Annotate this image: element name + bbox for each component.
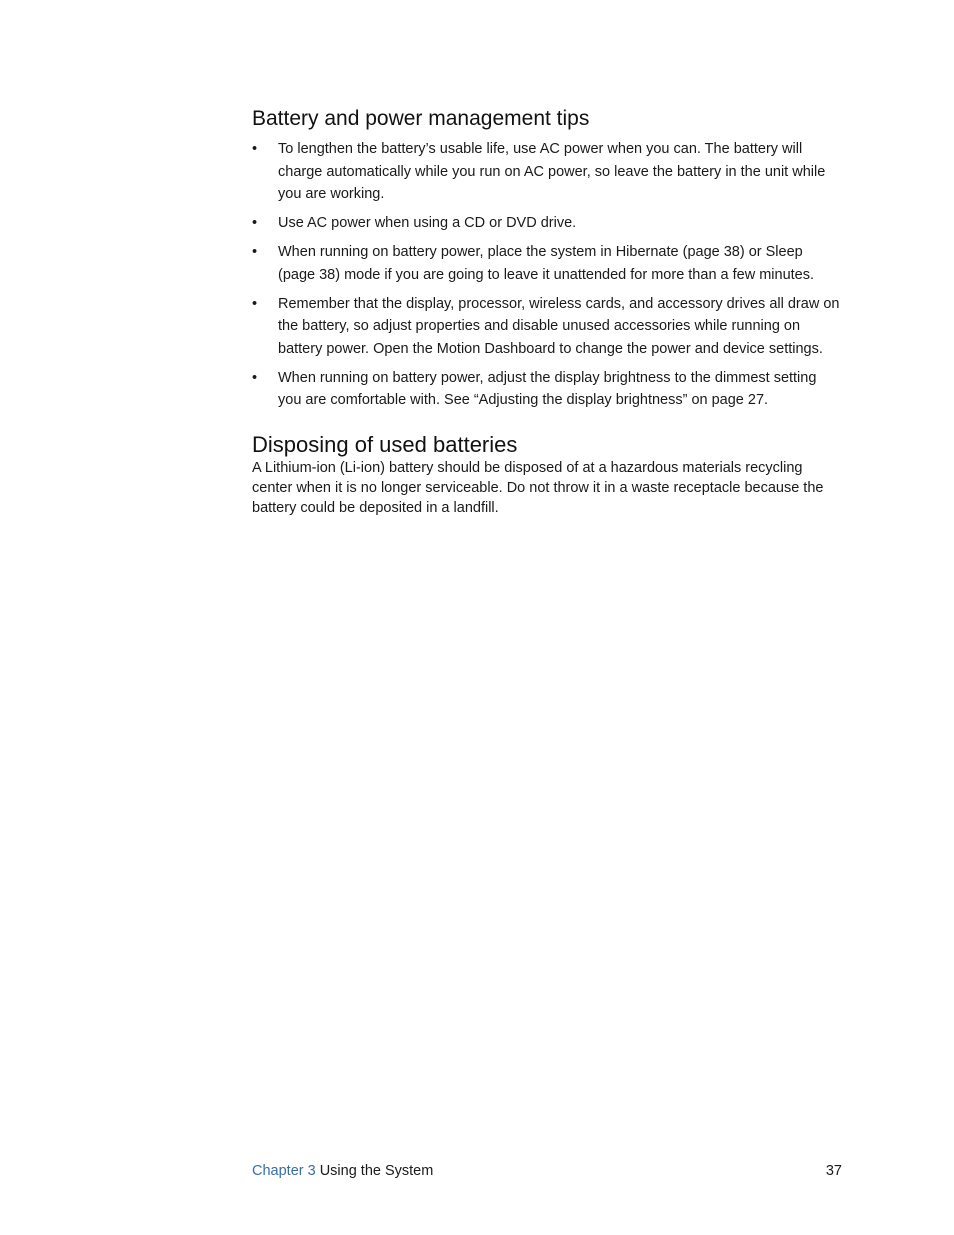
list-item: [252, 212, 842, 235]
footer-chapter-label: Chapter 3: [252, 1163, 316, 1179]
list-item: [252, 241, 842, 286]
bullet: •: [252, 141, 258, 157]
page-content: [252, 104, 842, 518]
bullet: •: [252, 215, 258, 231]
footer-page-number: 37: [825, 1163, 842, 1179]
list-item-text: When running on battery power, adjust the display brightness to the dimmest setting you are comfortable with. See “Adjusting the display brightness” on page 27.: [278, 369, 817, 408]
battery-tips-list: [252, 138, 842, 412]
list-item: [252, 138, 842, 206]
bullet: •: [252, 295, 258, 312]
bullet: •: [252, 244, 258, 260]
list-item-text: Use AC power when using a CD or DVD drive.: [278, 215, 577, 231]
list-item-text: To lengthen the battery’s usable life, use AC power when you can. The battery will charge automatically while you run on AC power, so leave the battery in the unit while you are working.: [278, 141, 826, 202]
footer-chapter-title: Using the System: [319, 1163, 434, 1179]
list-item: [252, 367, 842, 412]
list-item-text: Remember that the display, processor, wireless cards, and accessory drives all draw on the battery, so adjust properties and disable unused accessories while running on battery power. Open the Motion Dashboard to change the power and device settings.: [278, 295, 840, 357]
disposing-heading: Disposing of used batteries: [252, 431, 518, 457]
list-item-text: When running on battery power, place the system in Hibernate (page 38) or Sleep (page 38) mode if you are going to leave it unattended for more than a few minutes.: [278, 244, 815, 283]
bullet: •: [252, 369, 258, 386]
disposing-paragraph: A Lithium-ion (Li-ion) battery should be disposed of at a hazardous materials recycling center when it is no longer serviceable. Do not throw it in a waste receptacle because the battery could be deposited in a landfill.: [252, 459, 824, 516]
battery-tips-heading: Battery and power management tips: [252, 107, 590, 130]
list-item: [252, 293, 842, 361]
page-footer: [252, 1161, 842, 1181]
